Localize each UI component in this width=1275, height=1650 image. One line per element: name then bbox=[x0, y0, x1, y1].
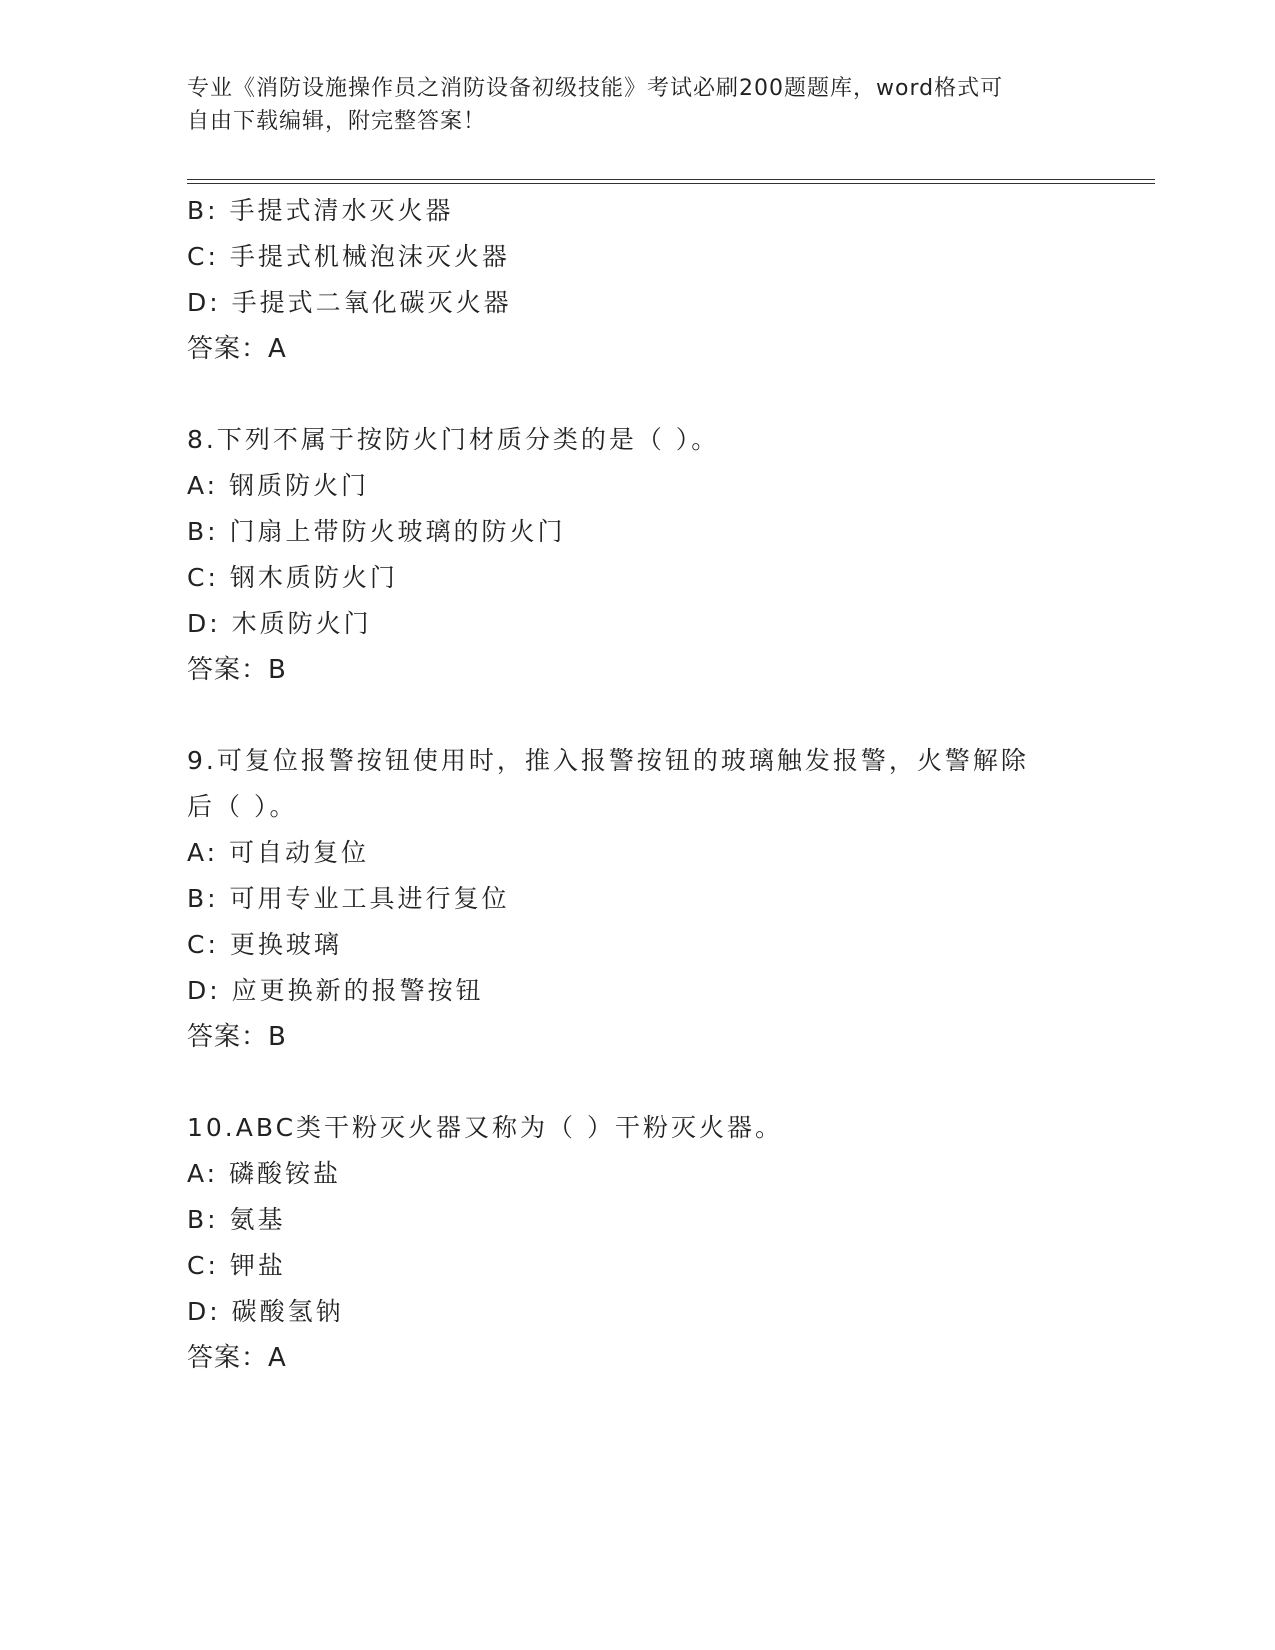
option-d: D: 应更换新的报警按钮 bbox=[187, 976, 484, 1005]
option-a: A: 钢质防火门 bbox=[187, 471, 370, 500]
header-line-2: 自由下载编辑，附完整答案！ bbox=[187, 109, 487, 134]
document-header bbox=[187, 72, 1087, 138]
header-line-1: 专业《消防设施操作员之消防设备初级技能》考试必刷200题题库，word格式可 bbox=[187, 76, 1004, 101]
option-d: D: 木质防火门 bbox=[187, 609, 372, 638]
answer: 答案：A bbox=[187, 1343, 287, 1373]
option-c: C: 钢木质防火门 bbox=[187, 563, 398, 592]
answer: 答案：A bbox=[187, 334, 287, 364]
question-stem: 10.ABC类干粉灭火器又称为（ ）干粉灭火器。 bbox=[187, 1113, 783, 1142]
header-divider-top bbox=[187, 179, 1155, 180]
question-list bbox=[187, 188, 1155, 1381]
answer: 答案：B bbox=[187, 1022, 287, 1052]
option-b: B: 门扇上带防火玻璃的防火门 bbox=[187, 517, 566, 546]
option-c: C: 手提式机械泡沫灭火器 bbox=[187, 242, 510, 271]
question-9 bbox=[187, 738, 1155, 1060]
option-d: D: 碳酸氢钠 bbox=[187, 1297, 344, 1326]
question-continued bbox=[187, 188, 1155, 372]
header-divider-bottom bbox=[187, 183, 1155, 184]
question-stem-continued: 后（ ）。 bbox=[187, 792, 298, 821]
option-a: A: 磷酸铵盐 bbox=[187, 1159, 342, 1188]
option-d: D: 手提式二氧化碳灭火器 bbox=[187, 288, 512, 317]
question-8 bbox=[187, 417, 1155, 693]
question-stem: 8.下列不属于按防火门材质分类的是（ ）。 bbox=[187, 425, 720, 454]
option-c: C: 钾盐 bbox=[187, 1251, 286, 1280]
question-stem: 9.可复位报警按钮使用时，推入报警按钮的玻璃触发报警，火警解除 bbox=[187, 746, 1029, 775]
option-c: C: 更换玻璃 bbox=[187, 930, 342, 959]
question-10 bbox=[187, 1105, 1155, 1381]
option-b: B: 可用专业工具进行复位 bbox=[187, 884, 510, 913]
option-b: B: 氨基 bbox=[187, 1205, 286, 1234]
answer: 答案：B bbox=[187, 655, 287, 685]
option-b: B: 手提式清水灭火器 bbox=[187, 196, 454, 225]
option-a: A: 可自动复位 bbox=[187, 838, 370, 867]
